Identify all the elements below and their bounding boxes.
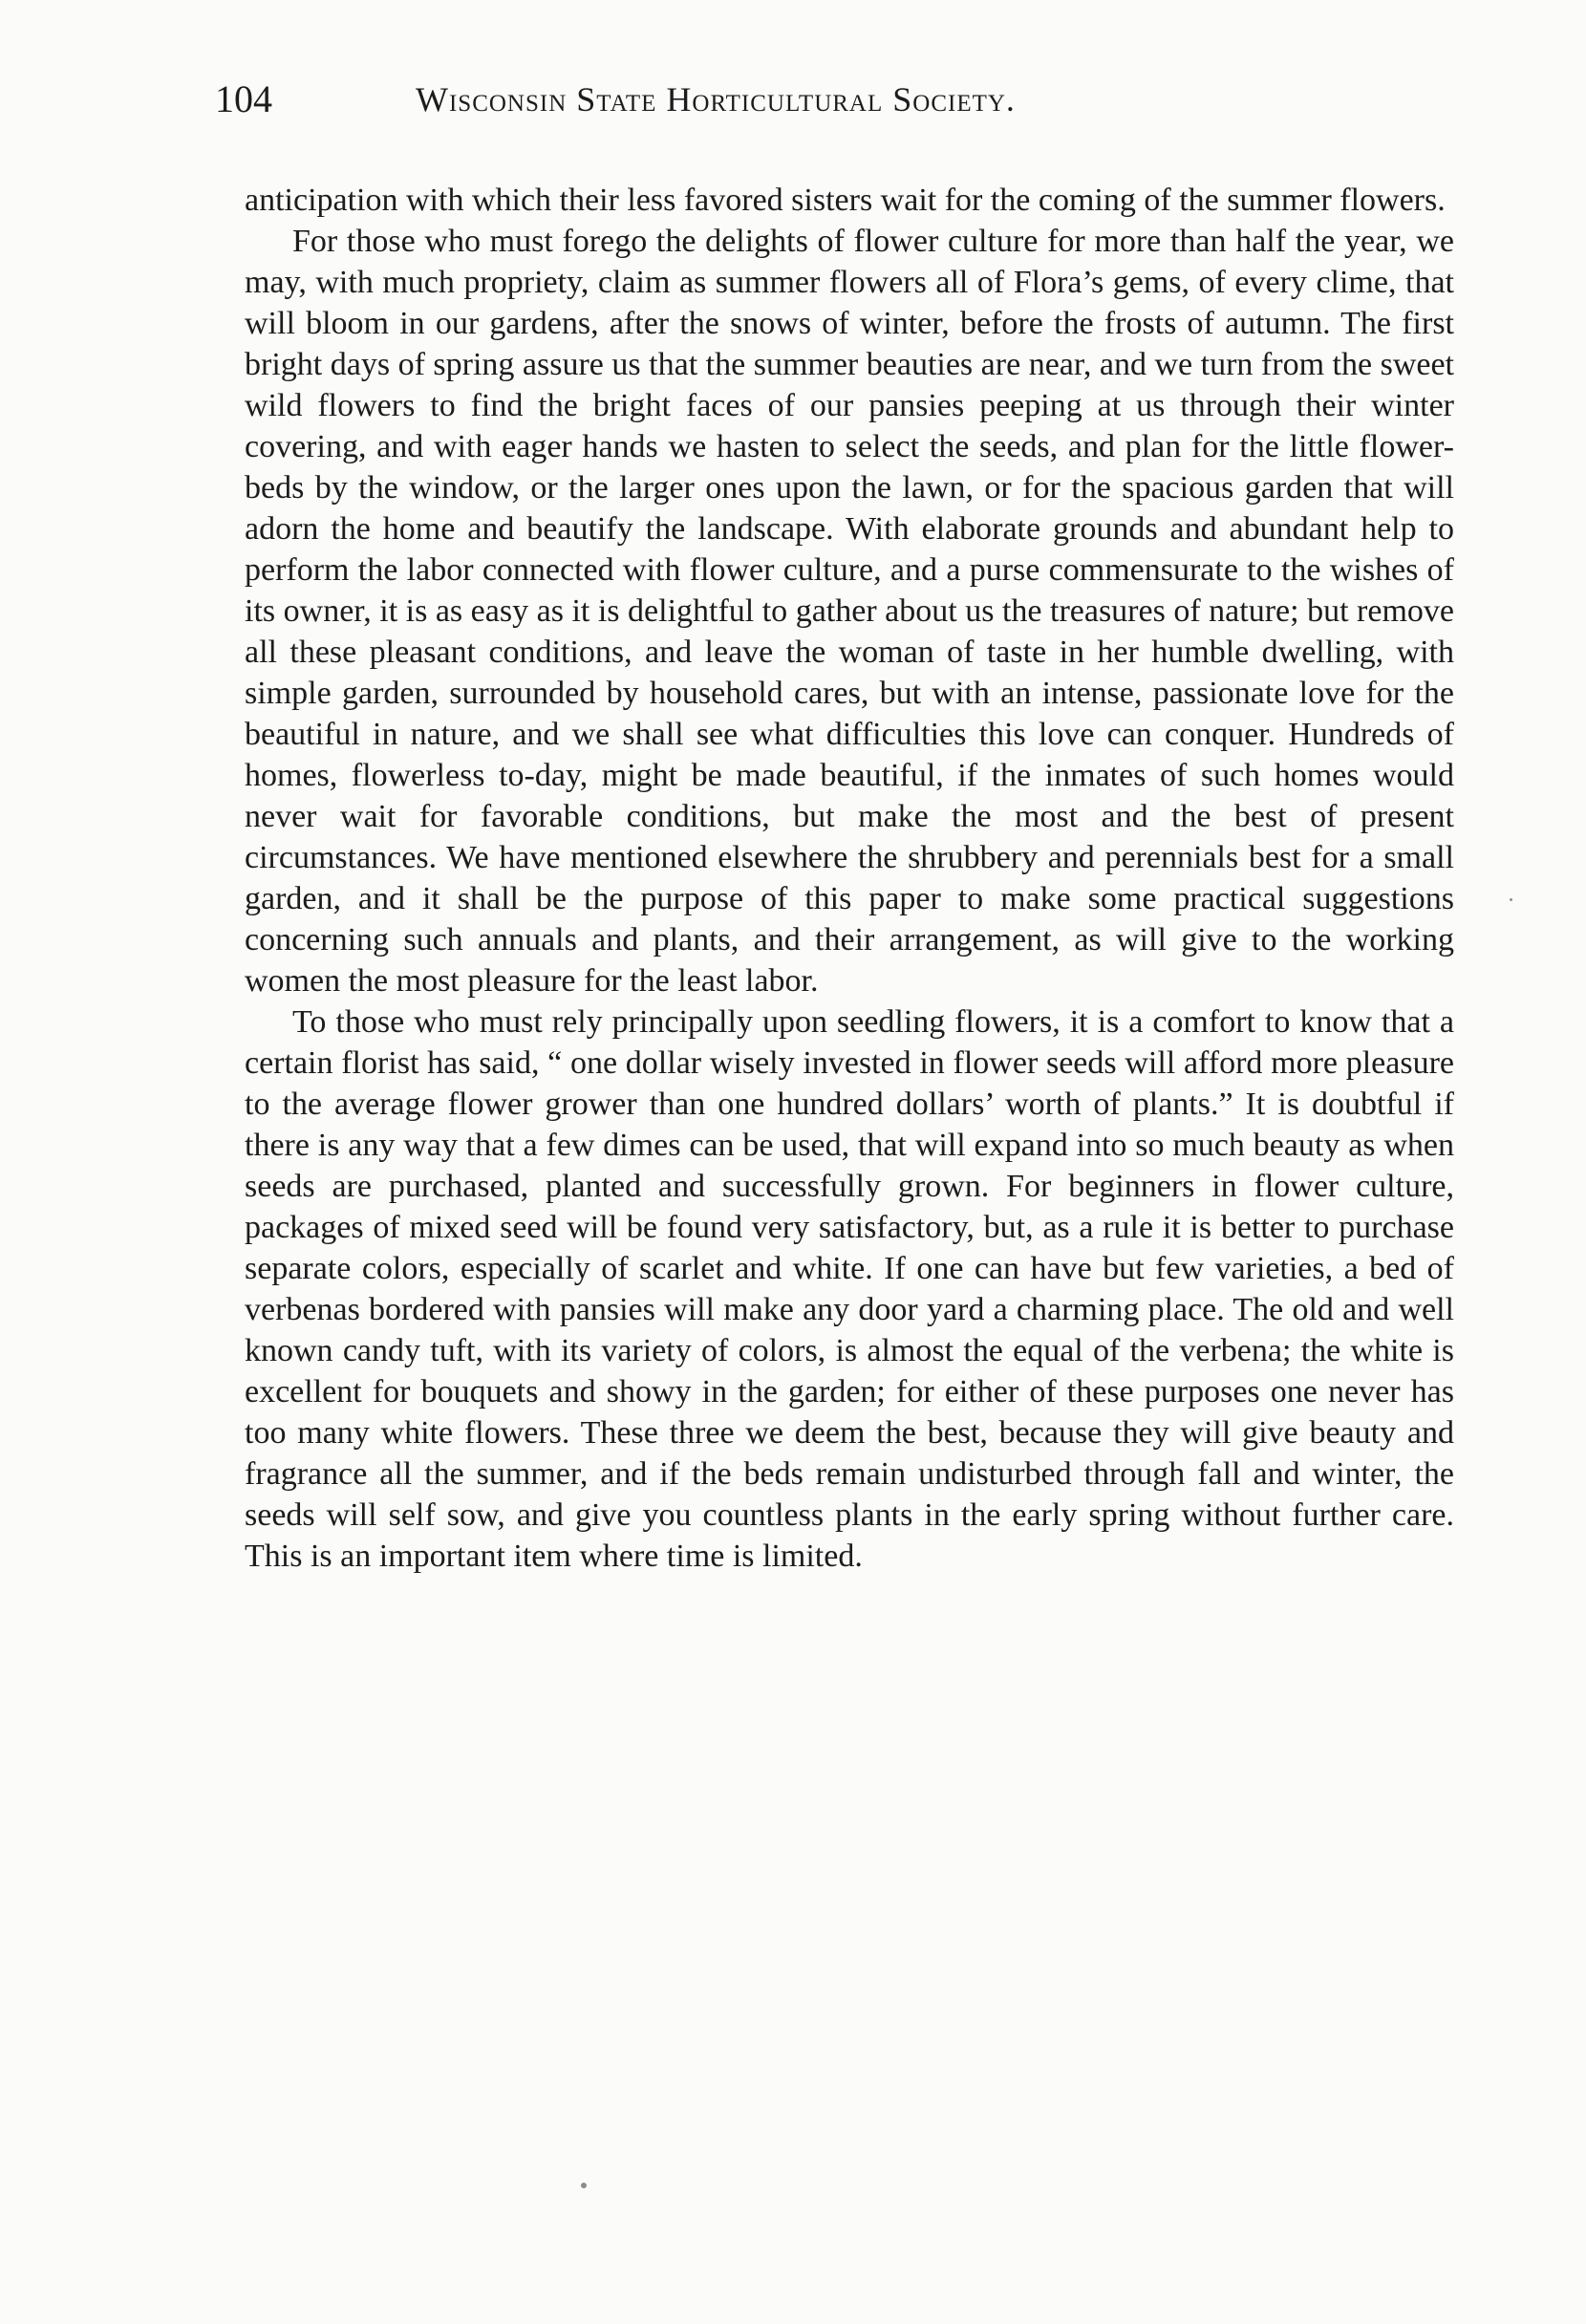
paragraph-continuation: anticipation with which their less favored sisters wait for the coming of the summer flowers. <box>245 183 1446 218</box>
paragraph-flower-culture: For those who must forego the delights of flower culture for more than half the year, we may, with much propriety, claim as summer flowers all of Flora’s gems, of every clime, that will bloom in our gardens, after the snows of winter, before the frosts of autumn. The first bright days of spring assure us that the summer beauties are near, and we turn from the sweet wild flowers to find the bright faces of our pansies peeping at us through their winter covering, and with eager hands we hasten to select the seeds, and plan for the little flower-beds by the window, or the larger ones upon the lawn, or for the spacious garden that will adorn the home and beautify the landscape. With elaborate grounds and abundant help to perform the labor connected with flower culture, and a purse commensurate to the wishes of its owner, it is as easy as it is delightful to gather about us the treasures of nature; but remove all these pleasant conditions, and leave the woman of taste in her humble dwelling, with simple garden, surrounded by household cares, but with an intense, passionate love for the beautiful in nature, and we shall see what difficulties this love can conquer. Hundreds of homes, flowerless to-day, might be made beautiful, if the inmates of such homes would never wait for favorable conditions, but make the most and the best of present circumstances. We have mentioned elsewhere the shrubbery and perennials best for a small garden, and it shall be the purpose of this paper to make some practical suggestions concerning such annuals and plants, and their arrangement, as will give to the working women the most pleasure for the least labor. <box>245 224 1454 999</box>
paragraph-seedling-flowers: To those who must rely principally upon seedling flowers, it is a comfort to know that a certain florist has said, “ one dollar wisely invested in flower seeds will afford more pleasure to the average flower grower than one hundred dollars’ worth of plants.” It is doubtful if there is any way that a few dimes can be used, that will expand into so much beauty as when seeds are purchased, planted and successfully grown. For beginners in flower culture, packages of mixed seed will be found very satisfactory, but, as a rule it is better to purchase separate colors, especially of scarlet and white. If one can have but few varieties, a bed of verbenas bordered with pansies will make any door yard a charming place. The old and well known candy tuft, with its variety of colors, is almost the equal of the verbena; the white is excellent for bouquets and showy in the garden; for either of these purposes one never has too many white flowers. These three we deem the best, because they will give beauty and fragrance all the summer, and if the beds remain undisturbed through fall and winter, the seeds will self sow, and give you countless plants in the early spring without further care. This is an important item where time is limited. <box>245 1004 1454 1574</box>
article-body <box>245 180 1454 1577</box>
print-speck <box>1510 898 1512 901</box>
page-number: 104 <box>215 77 272 120</box>
running-title: Wisconsin State Horticultural Society. <box>416 80 1016 118</box>
running-head <box>215 73 1295 126</box>
print-speck <box>581 2183 587 2188</box>
